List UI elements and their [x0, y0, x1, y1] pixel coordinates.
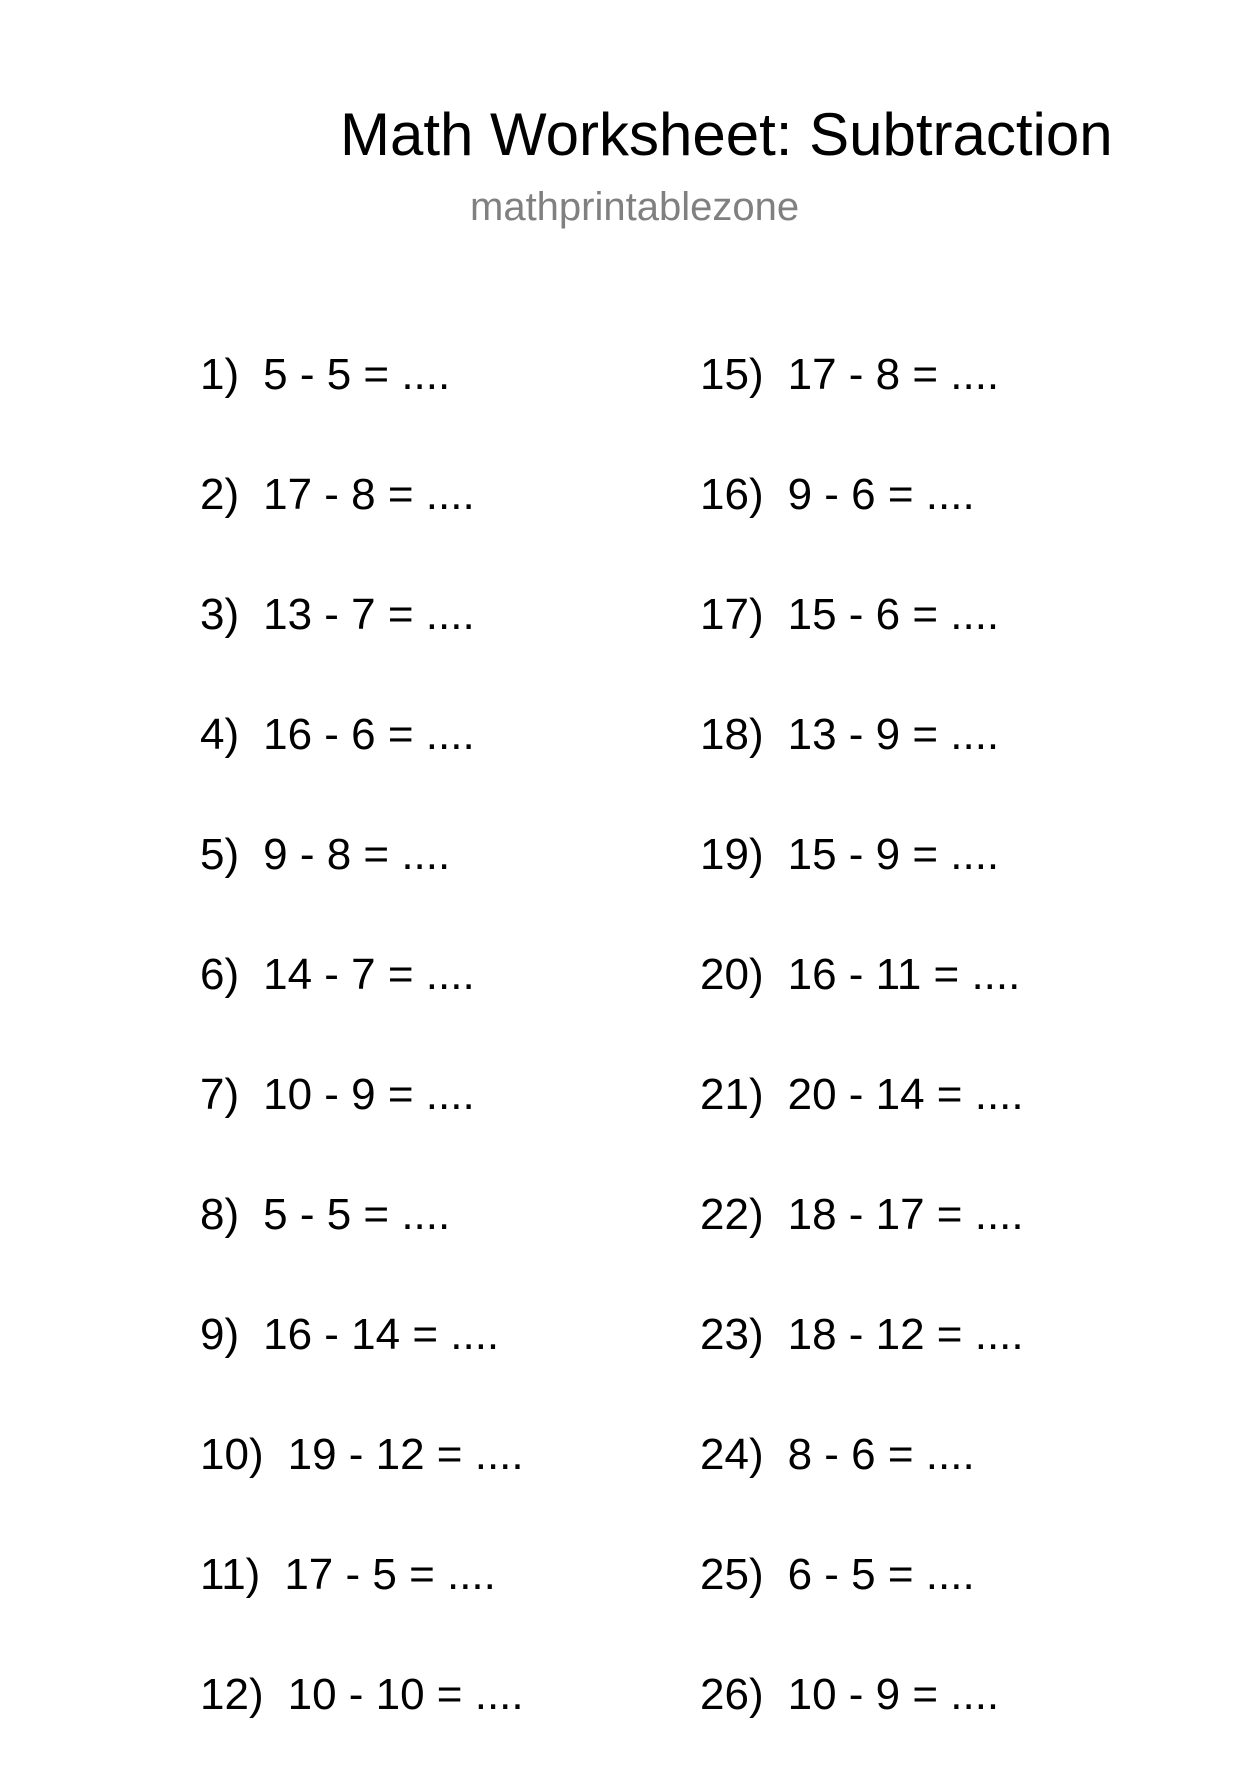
problem-column-left	[200, 349, 524, 1789]
problem-expression: 19 - 12 = ....	[287, 1430, 524, 1479]
problem-item	[200, 589, 524, 709]
problem-number: 24)	[700, 1430, 764, 1479]
problem-item	[200, 469, 524, 589]
problem-expression: 13 - 7 = ....	[263, 590, 475, 639]
problem-number: 2)	[200, 470, 240, 519]
problem-number: 16)	[700, 470, 764, 519]
problem-number: 21)	[700, 1070, 764, 1119]
problem-column-right	[700, 349, 1024, 1789]
problem-number: 22)	[700, 1190, 764, 1239]
problem-expression: 17 - 5 = ....	[284, 1550, 496, 1599]
worksheet-title: Math Worksheet: Subtraction	[340, 101, 1113, 168]
problem-expression: 10 - 9 = ....	[263, 1070, 475, 1119]
problem-expression: 13 - 9 = ....	[787, 710, 1000, 759]
problem-item	[700, 709, 1024, 829]
problem-expression: 8 - 6 = ....	[787, 1430, 975, 1479]
problem-number: 10)	[200, 1430, 264, 1479]
problem-item	[200, 1549, 524, 1669]
problem-number: 4)	[200, 710, 240, 759]
problem-expression: 18 - 12 = ....	[787, 1310, 1024, 1359]
problem-expression: 9 - 8 = ....	[263, 830, 451, 879]
problem-item	[200, 709, 524, 829]
problem-number: 18)	[700, 710, 764, 759]
problem-item	[200, 1069, 524, 1189]
problem-item	[700, 1669, 1024, 1789]
problem-item	[200, 349, 524, 469]
problem-number: 5)	[200, 830, 240, 879]
problem-item	[700, 1069, 1024, 1189]
problem-item	[700, 829, 1024, 949]
problem-item	[700, 949, 1024, 1069]
problem-number: 1)	[200, 350, 240, 399]
problem-number: 20)	[700, 950, 764, 999]
problem-item	[200, 1189, 524, 1309]
problem-expression: 6 - 5 = ....	[787, 1550, 975, 1599]
problem-expression: 17 - 8 = ....	[263, 470, 475, 519]
problem-number: 3)	[200, 590, 240, 639]
problem-number: 8)	[200, 1190, 240, 1239]
problem-expression: 5 - 5 = ....	[263, 1190, 451, 1239]
problem-number: 7)	[200, 1070, 240, 1119]
problem-number: 6)	[200, 950, 240, 999]
problem-expression: 10 - 9 = ....	[787, 1670, 1000, 1719]
problem-expression: 5 - 5 = ....	[263, 350, 451, 399]
worksheet-subtitle: mathprintablezone	[470, 185, 800, 229]
problem-number: 26)	[700, 1670, 764, 1719]
problem-number: 15)	[700, 350, 764, 399]
problem-item	[700, 469, 1024, 589]
problem-item	[700, 349, 1024, 469]
problem-item	[700, 1549, 1024, 1669]
problem-number: 12)	[200, 1670, 264, 1719]
problem-item	[200, 1669, 524, 1789]
problem-number: 23)	[700, 1310, 764, 1359]
problem-expression: 15 - 9 = ....	[787, 830, 1000, 879]
problem-expression: 16 - 14 = ....	[263, 1310, 500, 1359]
problem-number: 17)	[700, 590, 764, 639]
problem-item	[200, 1309, 524, 1429]
problem-item	[700, 1309, 1024, 1429]
problem-expression: 10 - 10 = ....	[287, 1670, 524, 1719]
problem-item	[700, 1189, 1024, 1309]
problem-item	[700, 1429, 1024, 1549]
problem-item	[200, 949, 524, 1069]
problem-number: 25)	[700, 1550, 764, 1599]
problem-number: 19)	[700, 830, 764, 879]
problem-expression: 16 - 11 = ....	[787, 950, 1021, 999]
problem-item	[200, 1429, 524, 1549]
problem-expression: 16 - 6 = ....	[263, 710, 475, 759]
problem-expression: 14 - 7 = ....	[263, 950, 475, 999]
problem-number: 11)	[200, 1550, 261, 1599]
problem-item	[200, 829, 524, 949]
problem-expression: 9 - 6 = ....	[787, 470, 975, 519]
problem-expression: 17 - 8 = ....	[787, 350, 1000, 399]
problem-item	[700, 589, 1024, 709]
problem-number: 9)	[200, 1310, 240, 1359]
problem-expression: 18 - 17 = ....	[787, 1190, 1024, 1239]
problem-expression: 15 - 6 = ....	[787, 590, 1000, 639]
problem-expression: 20 - 14 = ....	[787, 1070, 1024, 1119]
